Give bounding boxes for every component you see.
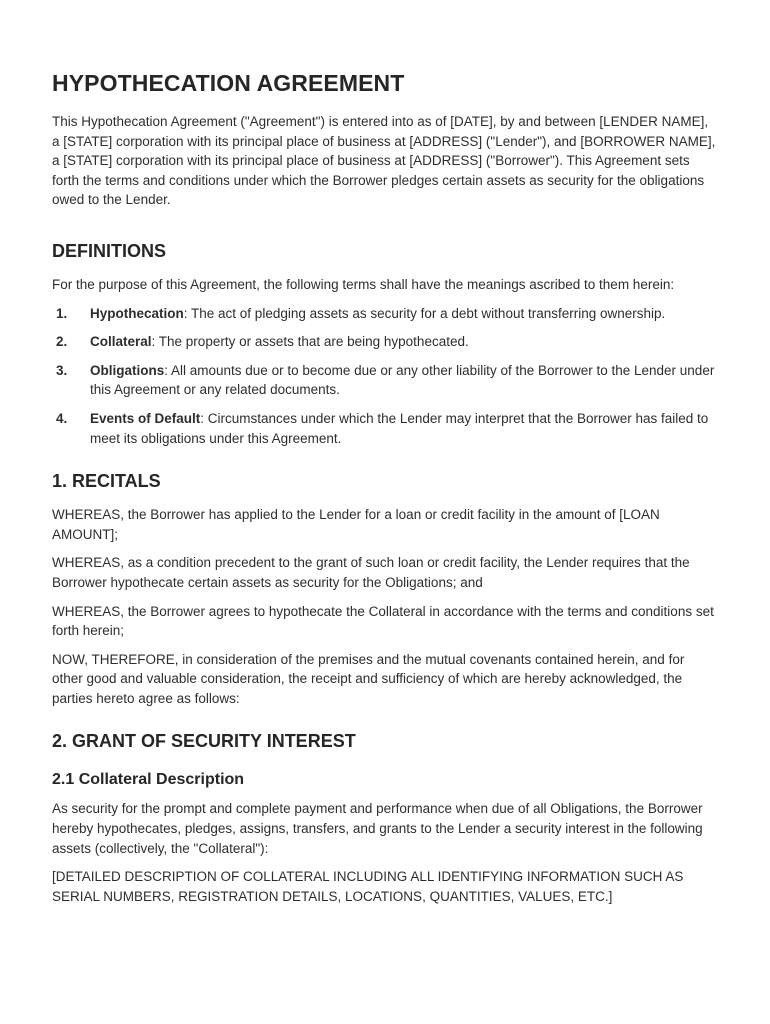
collateral-subheading: 2.1 Collateral Description [52, 771, 245, 789]
recital-paragraph: NOW, THEREFORE, in consideration of the premises and the mutual covenants contained herein, and for other good and valuable consideration, the receipt and sufficiency of which are hereby acknowledged, the parties hereto agree as follows: [52, 651, 685, 706]
definition-text: : All amounts due or to become due or any other liability of the Borrower to the Lender under this Agreement or any related documents. [90, 362, 715, 398]
definition-term: Obligations [90, 362, 165, 378]
definitions-list [52, 304, 718, 449]
definitions-heading: DEFINITIONS [52, 240, 167, 261]
grant-heading: 2. GRANT OF SECURITY INTEREST [52, 731, 356, 752]
definition-term: Events of Default [90, 410, 201, 426]
recital-paragraph: WHEREAS, the Borrower agrees to hypothecate the Collateral in accordance with the terms and conditions set forth herein; [52, 603, 714, 639]
document-title: HYPOTHECATION AGREEMENT [52, 70, 405, 96]
recital-paragraph: WHEREAS, the Borrower has applied to the Lender for a loan or credit facility in the amount of [LOAN AMOUNT]; [52, 507, 660, 542]
grant-paragraph: As security for the prompt and complete payment and performance when due of all Obligations, the Borrower hereby hypothecates, pledges, assigns, transfers, and grants to the Lender a security interest in the following assets (collectively, the "Collateral"): [52, 801, 703, 856]
intro-paragraph: This Hypothecation Agreement ("Agreement") is entered into as of [DATE], by and between [LENDER NAME], a [STATE] corporation with its principal place of business at [ADDRESS] ("Lender"), and [BORROWER NAME], a [STATE] corporation with its principal place of business at [ADDRESS] ("Borrower"). This Agreement sets forth the terms and conditions under which the Borrower pledges certain assets as security for the obligations owed to the Lender. [52, 114, 716, 208]
collateral-description: [DETAILED DESCRIPTION OF COLLATERAL INCLUDING ALL IDENTIFYING INFORMATION SUCH AS SERIAL NUMBERS, REGISTRATION DETAILS, LOCATIONS, QUANTITIES, VALUES, ETC.] [52, 869, 684, 904]
definition-item [52, 332, 718, 352]
definition-item [52, 361, 718, 400]
definition-number: 3. [56, 362, 68, 378]
definition-item [52, 409, 718, 448]
definition-text: : Circumstances under which the Lender may interpret that the Borrower has failed to meet its obligations under this Agreement. [90, 410, 709, 446]
definition-term: Hypothecation [90, 305, 184, 321]
definition-number: 1. [56, 305, 68, 321]
definition-item [52, 304, 718, 324]
recitals-heading: 1. RECITALS [52, 471, 161, 492]
definition-number: 4. [56, 410, 68, 426]
definition-term: Collateral [90, 334, 152, 350]
definition-text: : The property or assets that are being hypothecated. [151, 334, 469, 350]
definitions-lead: For the purpose of this Agreement, the following terms shall have the meanings ascribed to them herein: [52, 276, 675, 292]
definition-text: : The act of pledging assets as security for a debt without transferring ownership. [183, 305, 666, 321]
recital-paragraph: WHEREAS, as a condition precedent to the grant of such loan or credit facility, the Lender requires that the Borrower hypothecate certain assets as security for the Obligations; and [52, 555, 690, 590]
definition-number: 2. [56, 334, 68, 350]
